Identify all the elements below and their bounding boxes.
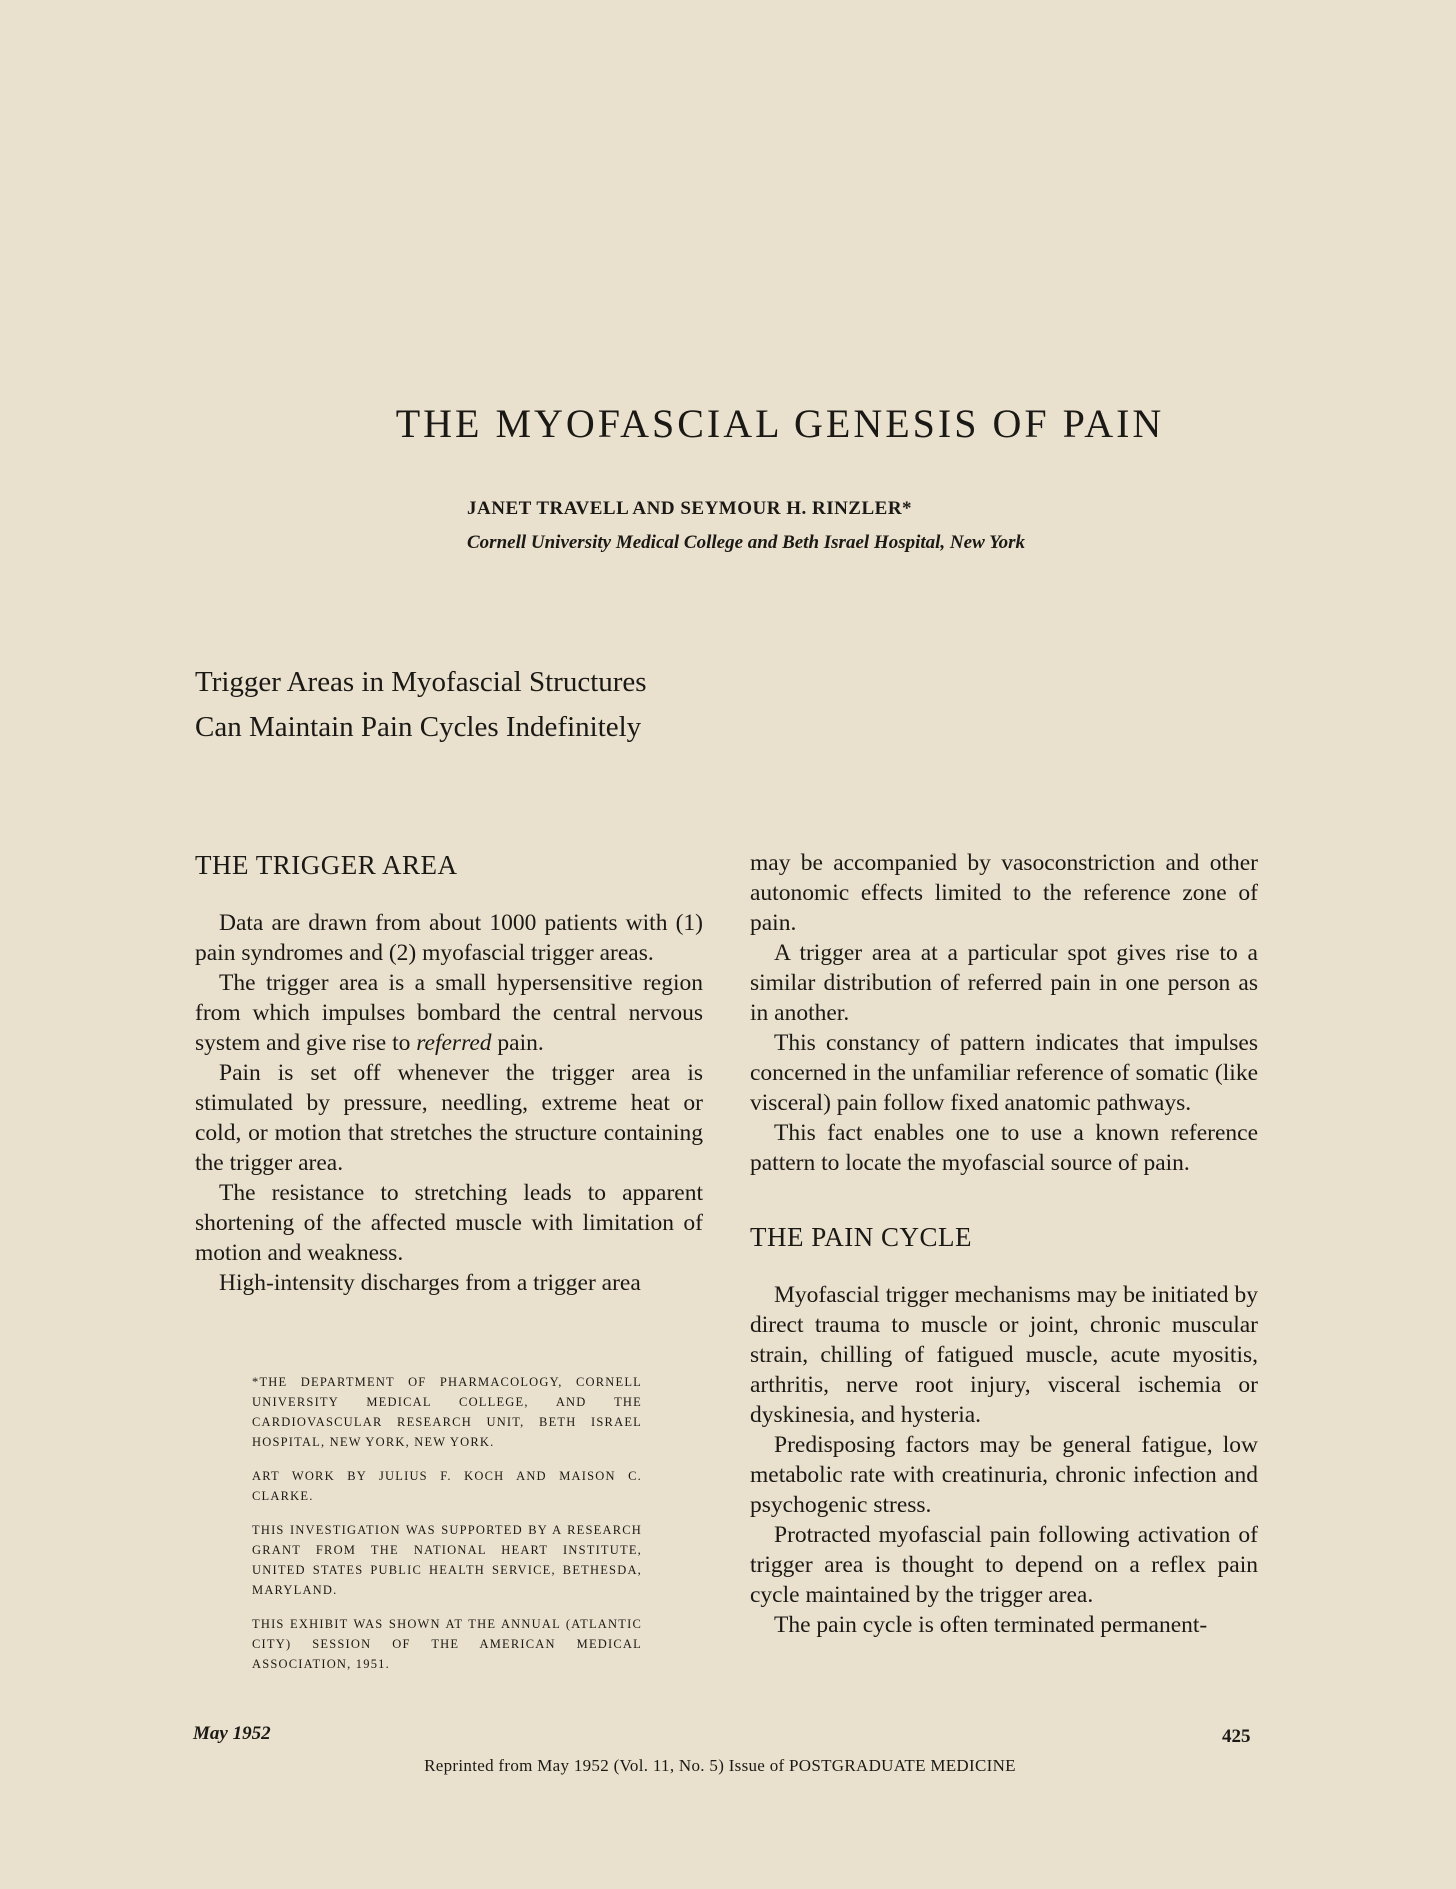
section-spacer	[750, 1178, 1258, 1222]
footnote: *THE DEPARTMENT OF PHARMACOLOGY, CORNELL UNIVERSITY MEDICAL COLLEGE, AND THE CARDIOVASCULAR RESEARCH UNIT, BETH ISRAEL HOSPITAL, NEW YORK, NEW YORK.	[252, 1375, 642, 1449]
paragraph	[195, 968, 703, 1058]
section-heading-pain-cycle: THE PAIN CYCLE	[750, 1222, 973, 1252]
subheading-line-1: Trigger Areas in Myofascial Structures	[195, 666, 647, 698]
footnotes	[252, 1372, 642, 1688]
footnote: THIS EXHIBIT WAS SHOWN AT THE ANNUAL (ATLANTIC CITY) SESSION OF THE AMERICAN MEDICAL ASSOCIATION, 1951.	[252, 1617, 642, 1671]
page-number: 425	[1222, 1726, 1251, 1747]
footnote: THIS INVESTIGATION WAS SUPPORTED BY A RESEARCH GRANT FROM THE NATIONAL HEART INSTITUTE, UNITED STATES PUBLIC HEALTH SERVICE, BETHESDA, MARYLAND.	[252, 1523, 642, 1597]
emphasized-text: referred	[416, 1030, 492, 1056]
paragraph: The pain cycle is often terminated permanent-	[774, 1612, 1208, 1638]
article-subheading	[195, 660, 647, 750]
article-authors: JANET TRAVELL AND SEYMOUR H. RINZLER*	[467, 498, 913, 519]
subheading-line-2: Can Maintain Pain Cycles Indefinitely	[195, 711, 642, 743]
paragraph: This fact enables one to use a known reference pattern to locate the myofascial source of pain.	[750, 1120, 1258, 1176]
paragraph: High-intensity discharges from a trigger area	[219, 1270, 641, 1296]
paragraph: This constancy of pattern indicates that impulses concerned in the unfamiliar reference of somatic (like visceral) pain follow fixed anatomic pathways.	[750, 1030, 1258, 1116]
paragraph: may be accompanied by vasoconstriction and other autonomic effects limited to the reference zone of pain.	[750, 850, 1258, 936]
paragraph: Myofascial trigger mechanisms may be initiated by direct trauma to muscle or joint, chronic muscular strain, chilling of fatigued muscle, acute myositis, arthritis, nerve root injury, visceral ischemia or dyskinesia, and hysteria.	[750, 1282, 1258, 1428]
reprint-notice: Reprinted from May 1952 (Vol. 11, No. 5) Issue of POSTGRADUATE MEDICINE	[424, 1756, 1016, 1775]
right-column	[750, 848, 1258, 1640]
paragraph: The resistance to stretching leads to apparent shortening of the affected muscle with limitation of motion and weakness.	[195, 1180, 703, 1266]
paragraph: Data are drawn from about 1000 patients with (1) pain syndromes and (2) myofascial trigger areas.	[195, 910, 703, 966]
paragraph-text: pain.	[491, 1030, 544, 1056]
footnote: ART WORK BY JULIUS F. KOCH AND MAISON C. CLARKE.	[252, 1469, 642, 1503]
author-affiliation: Cornell University Medical College and Beth Israel Hospital, New York	[467, 532, 1026, 553]
paragraph: Protracted myofascial pain following activation of trigger area is thought to depend on a reflex pain cycle maintained by the trigger area.	[750, 1522, 1258, 1608]
paragraph: Pain is set off whenever the trigger area is stimulated by pressure, needling, extreme heat or cold, or motion that stretches the structure containing the trigger area.	[195, 1060, 703, 1176]
issue-date: May 1952	[193, 1723, 271, 1744]
paragraph: Predisposing factors may be general fatigue, low metabolic rate with creatinuria, chronic infection and psychogenic stress.	[750, 1432, 1258, 1518]
article-title: THE MYOFASCIAL GENESIS OF PAIN	[395, 401, 1165, 446]
section-heading-trigger-area: THE TRIGGER AREA	[195, 850, 458, 880]
paragraph-text: The trigger area is a small hypersensitive region from which impulses bombard the central nervous system and give rise to	[195, 970, 703, 1056]
left-column	[195, 850, 703, 1298]
paragraph: A trigger area at a particular spot gives rise to a similar distribution of referred pain in one person as in another.	[750, 940, 1258, 1026]
